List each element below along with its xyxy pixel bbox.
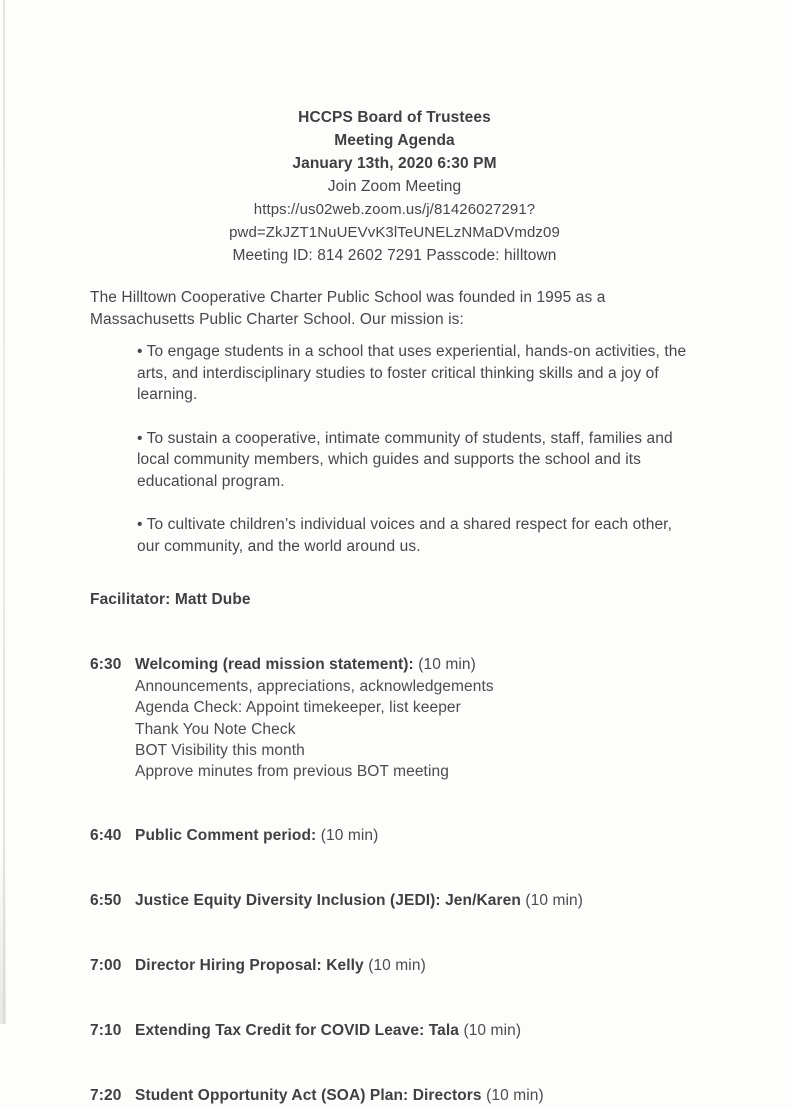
document-title: HCCPS Board of Trustees — [298, 109, 491, 126]
agenda-time: 7:20 — [90, 1087, 122, 1105]
agenda-title-line — [135, 890, 583, 912]
mission-bullet: • To cultivate children’s individual voices and a shared respect for each other, our community, and the world around us. — [137, 516, 672, 555]
agenda-item-630 — [90, 654, 699, 676]
agenda-duration: (10 min) — [463, 1022, 522, 1040]
agenda-title: Extending Tax Credit for COVID Leave: Tala — [135, 1022, 460, 1040]
agenda-item-720 — [90, 1085, 699, 1107]
meeting-datetime: January 13th, 2020 6:30 PM — [292, 155, 497, 172]
agenda-duration: (10 min) — [320, 827, 379, 845]
agenda-time: 6:30 — [90, 656, 122, 673]
agenda-title-line — [135, 825, 378, 847]
join-zoom-label: Join Zoom Meeting — [327, 178, 462, 195]
agenda-title: Public Comment period: — [135, 827, 317, 845]
document-header — [90, 106, 699, 267]
mission-bullet: • To sustain a cooperative, intimate community of students, staff, families and local community members, which guides and supports the school and its educational program. — [137, 429, 673, 490]
mission-bullet-list — [90, 341, 699, 557]
agenda-title-line — [135, 654, 476, 676]
agenda-time: 6:50 — [90, 892, 122, 910]
agenda-duration: (10 min) — [368, 957, 426, 975]
agenda-list — [90, 654, 699, 1107]
agenda-title-line — [135, 1085, 544, 1107]
agenda-sublines-630 — [135, 676, 699, 782]
facilitator-line: Facilitator: Matt Dube — [90, 591, 251, 608]
mission-bullet: • To engage students in a school that uses experiential, hands-on activities, the arts, and interdisciplinary studies to foster critical thinking skills and a joy of learning. — [137, 343, 687, 403]
agenda-title-line — [135, 955, 426, 977]
agenda-subline: Agenda Check: Appoint timekeeper, list keeper — [135, 699, 461, 717]
agenda-title: Justice Equity Diversity Inclusion (JEDI): Jen/Karen — [135, 892, 521, 910]
agenda-time: 6:40 — [90, 827, 122, 845]
agenda-duration: (10 min) — [418, 656, 476, 673]
agenda-item-650 — [90, 890, 699, 912]
agenda-subline: Approve minutes from previous BOT meeting — [135, 763, 449, 781]
zoom-meeting-url: https://us02web.zoom.us/j/81426027291?pwd=ZkJZT1NuUEVvK3lTeUNELzNMaDVmdz09 — [229, 201, 560, 241]
intro-paragraph: The Hilltown Cooperative Charter Public School was founded in 1995 as a Massachusetts Public Charter School. Our mission is: — [90, 289, 606, 328]
agenda-subline: Thank You Note Check — [135, 720, 296, 738]
agenda-subline: BOT Visibility this month — [135, 741, 305, 759]
agenda-title: Student Opportunity Act (SOA) Plan: Directors — [135, 1087, 482, 1105]
agenda-item-700 — [90, 955, 699, 977]
agenda-title: Welcoming (read mission statement): — [135, 656, 414, 673]
meeting-id-passcode: Meeting ID: 814 2602 7291 Passcode: hilltown — [232, 247, 557, 264]
agenda-duration: (10 min) — [525, 892, 583, 910]
agenda-subline: Announcements, appreciations, acknowledgements — [135, 678, 494, 695]
agenda-item-640 — [90, 825, 699, 847]
agenda-title: Director Hiring Proposal: Kelly — [135, 957, 364, 975]
agenda-time: 7:00 — [90, 957, 122, 975]
agenda-time: 7:10 — [90, 1022, 122, 1040]
agenda-duration: (10 min) — [486, 1087, 544, 1105]
document-subtitle: Meeting Agenda — [334, 132, 455, 149]
